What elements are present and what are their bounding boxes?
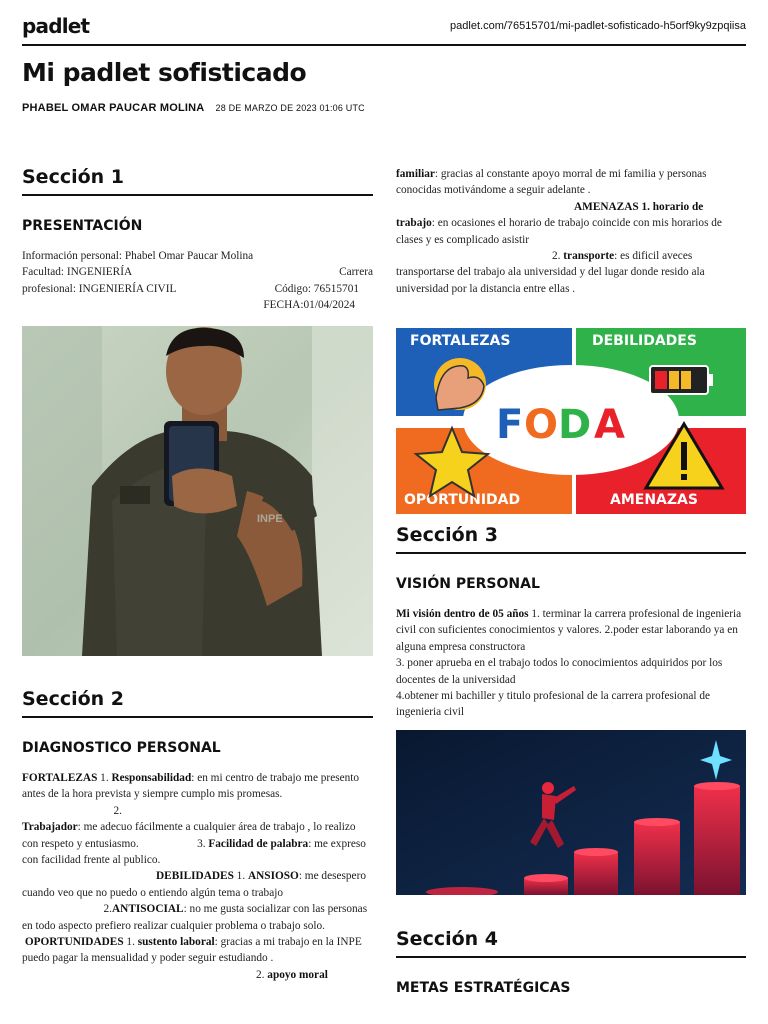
text-fragment: : me adecuo fácilmente a cualquier área de trabajo , lo realizo con respeto y entusiasmo.: [22, 821, 356, 850]
person-photo-image: [22, 326, 373, 656]
page-url[interactable]: padlet.com/76515701/mi-padlet-sofisticado-h5orf9ky9zpqiisa: [450, 20, 746, 32]
foda-letter-d: D: [558, 402, 592, 448]
growth-stairs-image[interactable]: [396, 730, 746, 895]
text-fragment: 1.: [123, 936, 138, 949]
text-fragment: Facultad: INGENIERÍA: [22, 266, 133, 279]
foda-label-amenazas: AMENAZAS: [610, 492, 698, 508]
label-sustento: sustento laboral: [137, 936, 215, 949]
section-heading-4: Sección 4: [396, 928, 746, 958]
text-line: Información personal: Phabel Omar Paucar Molina: [22, 250, 254, 262]
text-fragment: : me desespero cuando veo que no puedo o entiendo algún tema o trabajo: [22, 870, 366, 899]
label-debilidades: DEBILIDADES: [156, 870, 234, 883]
text-fragment: 1. terminar la carrera profesional de ingenieria civil con suficientes conocimientos y valores. 2.poder estar laborando ya en alguna empresa constructora: [396, 608, 742, 653]
step-5: [694, 786, 740, 895]
text-fragment: : gracias a mi trabajo en la INPE puedo pagar la mensualidad y poder seguir estudiando .: [22, 936, 362, 965]
post-body-continued: [396, 166, 747, 297]
label-familiar: familiar: [396, 168, 435, 180]
post-title-presentacion: PRESENTACIÓN: [22, 218, 143, 234]
text-fragment: 2.: [256, 968, 268, 981]
text-fragment: : me expreso con facilidad frente al publico.: [22, 837, 366, 867]
text-fragment: : no me gusta socializar con las personas en todo aspecto prefiero realizar cualquier problema o trabajo solo.: [22, 903, 368, 932]
label-facilidad: Facilidad de palabra: [208, 837, 309, 850]
post-date: 28 DE MARZO DE 2023 01:06 UTC: [215, 103, 365, 113]
column-right: [396, 166, 747, 996]
svg-text:INPE: INPE: [257, 513, 283, 525]
section-2: [22, 688, 373, 983]
foda-label-oportunidad: OPORTUNIDAD: [404, 492, 521, 508]
label-oportunidades: OPORTUNIDADES: [24, 936, 124, 949]
text-fragment: 1.: [97, 772, 112, 784]
label-antisocial: ANTISOCIAL: [112, 903, 184, 916]
text-fragment: : en mi centro de trabajo me presento antes de la hora prevista y siempre cumplo mis promesas.: [22, 772, 360, 801]
author-name: PHABEL OMAR PAUCAR MOLINA: [22, 102, 205, 114]
post-title-metas: METAS ESTRATÉGICAS: [396, 980, 571, 996]
text-fragment: : es dificil aveces transportarse del trabajo ala universidad y del lugar donde resido ala universidad por la distancia entre ellas .: [396, 250, 705, 295]
text-fragment: 2.: [103, 903, 112, 916]
column-left: [22, 166, 373, 981]
label-amenazas: AMENAZAS 1. horario de: [574, 200, 704, 213]
foda-label-debilidades: DEBILIDADES: [592, 333, 697, 349]
page-title: Mi padlet sofisticado: [22, 58, 307, 87]
growth-illustration: [396, 730, 746, 895]
top-bar: [22, 12, 746, 46]
text-fragment: Carrera: [339, 266, 373, 279]
foda-diagram: [396, 328, 746, 514]
label-apoyo-moral: apoyo moral: [267, 968, 328, 981]
step-3: [574, 852, 618, 895]
label-fortalezas: FORTALEZAS: [22, 772, 98, 784]
section-heading-3: Sección 3: [396, 524, 746, 554]
text-fragment: 4.obtener mi bachiller y titulo profesional de la carrera profesional de ingenieria civil: [396, 690, 710, 719]
foda-letter-a: A: [594, 402, 625, 448]
text-fragment: 3. poner aprueba en el trabajo todos lo conocimientos adquiridos por los docentes de la universidad: [396, 657, 723, 686]
section-heading-1: Sección 1: [22, 166, 373, 196]
post-body-presentacion: [22, 248, 373, 314]
section-heading-2: Sección 2: [22, 688, 373, 718]
text-fragment: 2.: [552, 250, 564, 263]
post-title-vision: VISIÓN PERSONAL: [396, 576, 540, 592]
text-fragment: 1.: [233, 870, 248, 883]
section-4: [396, 928, 746, 996]
label-trabajo: trabajo: [396, 217, 432, 230]
foda-label-fortalezas: FORTALEZAS: [410, 333, 511, 349]
label-responsabilidad: Responsabilidad: [111, 772, 192, 784]
text-fragment: Código: 76515701: [274, 282, 359, 295]
profile-photo[interactable]: [22, 326, 373, 656]
text-fragment: : en ocasiones el horario de trabajo coincide con mis horarios de clases y es complicado asistir: [396, 217, 722, 246]
label-transporte: transporte: [563, 250, 615, 263]
battery-low-icon: [650, 366, 713, 394]
text-line: FECHA:01/04/2024: [263, 299, 355, 312]
label-ansioso: ANSIOSO: [247, 870, 299, 883]
section-3: [396, 524, 746, 721]
label-trabajador: Trabajador: [22, 821, 78, 834]
post-body-diagnostico: [22, 770, 373, 983]
text-fragment: 2.: [113, 804, 122, 817]
padlet-logo[interactable]: padlet: [22, 14, 90, 38]
step-4: [634, 822, 680, 895]
label-vision: Mi visión dentro de 05 años: [396, 608, 529, 620]
post-title-diagnostico: DIAGNOSTICO PERSONAL: [22, 740, 221, 756]
page-meta: [22, 102, 365, 114]
text-fragment: 3.: [197, 837, 206, 850]
foda-letter-o: O: [524, 402, 559, 448]
text-line: [22, 281, 373, 297]
foda-letter-f: F: [496, 402, 524, 448]
foda-image[interactable]: [396, 328, 746, 514]
text-fragment: : gracias al constante apoyo morral de mi familia y personas conocidas motivándome a seguir adelante .: [396, 168, 707, 197]
text-fragment: profesional: INGENIERÍA CIVIL: [22, 282, 177, 295]
text-line: [22, 264, 373, 280]
muscle-arm-icon: [434, 358, 486, 410]
post-body-vision: [396, 606, 746, 721]
